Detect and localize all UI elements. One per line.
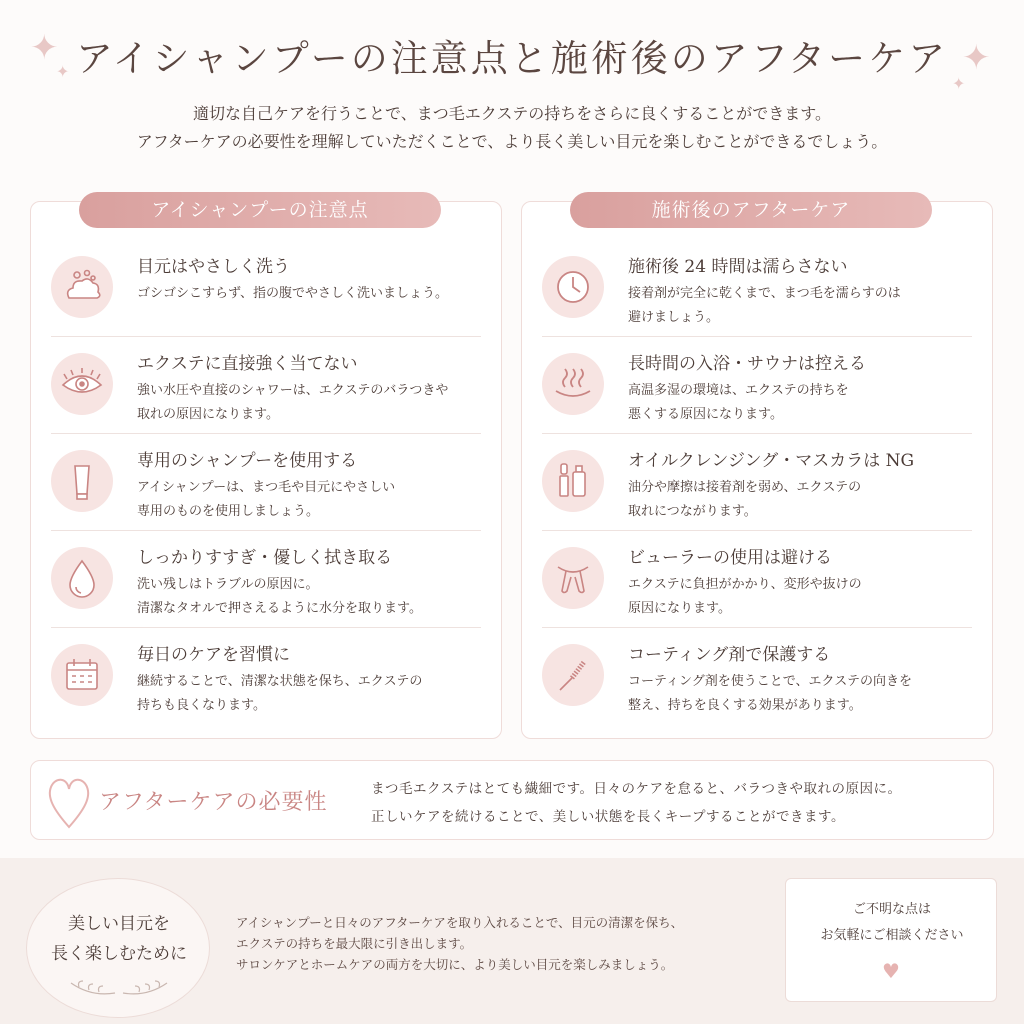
desc-line: 洗い残しはトラブルの原因に。 xyxy=(137,577,319,592)
item-title: オイルクレンジング・マスカラは NG xyxy=(628,451,915,471)
desc-line: アイシャンプーは、まつ毛や目元にやさしい xyxy=(137,480,396,495)
desc-line: 継続することで、清潔な状態を保ち、エクステの xyxy=(137,674,423,689)
desc-line: 強い水圧や直接のシャワーは、エクステのバラつきや xyxy=(137,383,449,398)
desc-line: 避けましょう。 xyxy=(628,310,720,325)
desc-line: 正しいケアを続けることで、美しい状態を長くキープすることができます。 xyxy=(371,809,845,825)
list-item xyxy=(542,240,972,337)
contact-text xyxy=(786,897,998,949)
contact-card xyxy=(785,878,997,1002)
page-title: アイシャンプーの注意点と施術後のアフターケア xyxy=(75,37,949,80)
item-title: 施術後 24 時間は濡らさない xyxy=(628,257,848,277)
desc-line: 取れの原因になります。 xyxy=(137,407,279,422)
item-title: コーティング剤で保護する xyxy=(628,645,831,665)
item-description xyxy=(628,573,978,621)
foam-icon xyxy=(51,256,113,318)
aftercare-necessity-box xyxy=(30,760,994,840)
item-description xyxy=(628,379,978,427)
item-title: 長時間の入浴・サウナは控える xyxy=(628,354,866,374)
intro-line: アフターケアの必要性を理解していただくことで、より長く美しい目元を楽しむことができるでしょう。 xyxy=(136,132,888,151)
contact-line: ご不明な点は xyxy=(852,902,931,917)
footer-line: サロンケアとホームケアの両方を大切に、より美しい目元を楽しみましょう。 xyxy=(236,957,674,972)
list-item xyxy=(542,531,972,628)
sparkle-icon: ✦ xyxy=(56,62,70,81)
desc-line: 取れにつながります。 xyxy=(628,504,757,519)
footer-line: エクステの持ちを最大限に引き出します。 xyxy=(236,936,473,951)
desc-line: 専用のものを使用しましょう。 xyxy=(137,504,320,519)
item-title: しっかりすすぎ・優しく拭き取る xyxy=(137,548,393,568)
desc-line: まつ毛エクステはとても繊細です。日々のケアを怠ると、バラつきや取れの原因に。 xyxy=(371,781,902,797)
footer-line: アイシャンプーと日々のアフターケアを取り入れることで、目元の清潔を保ち、 xyxy=(236,915,684,930)
sparkle-icon: ✦ xyxy=(962,38,991,78)
calendar-icon xyxy=(51,644,113,706)
desc-line: 持ちも良くなります。 xyxy=(137,698,266,713)
eye-shampoo-cautions-panel xyxy=(30,201,502,739)
water-drop-icon xyxy=(51,547,113,609)
item-description xyxy=(137,282,487,306)
footer xyxy=(0,858,1024,1024)
desc-line: 原因になります。 xyxy=(628,601,731,616)
item-title: 毎日のケアを習慣に xyxy=(137,645,290,665)
hot-spring-icon xyxy=(542,353,604,415)
footer-badge xyxy=(26,878,210,1018)
item-description xyxy=(137,379,487,427)
item-description xyxy=(628,282,978,330)
desc-line: エクステに負担がかかり、変形や抜けの xyxy=(628,577,862,592)
desc-line: 接着剤が完全に乾くまで、まつ毛を濡らすのは xyxy=(628,286,901,301)
intro-text xyxy=(0,100,1024,156)
badge-text xyxy=(27,909,211,969)
aftercare-panel xyxy=(521,201,993,739)
sparkle-icon: ✦ xyxy=(952,74,966,93)
item-title: 目元はやさしく洗う xyxy=(137,257,290,277)
laurel-icon xyxy=(67,975,171,1003)
item-description xyxy=(628,670,978,718)
list-item xyxy=(542,628,972,725)
footer-text xyxy=(236,912,776,975)
item-title: 専用のシャンプーを使用する xyxy=(137,451,358,471)
intro-line: 適切な自己ケアを行うことで、まつ毛エクステの持ちをさらに良くすることができます。 xyxy=(193,104,831,123)
list-item xyxy=(51,628,481,725)
spoolie-brush-icon xyxy=(542,644,604,706)
list-item xyxy=(51,434,481,531)
desc-line: ゴシゴシこすらず、指の腹でやさしく洗いましょう。 xyxy=(137,286,448,301)
badge-line: 美しい目元を xyxy=(68,914,170,934)
list-item xyxy=(542,434,972,531)
desc-line: 油分や摩擦は接着剤を弱め、エクステの xyxy=(628,480,862,495)
badge-line: 長く楽しむために xyxy=(51,944,187,964)
desc-line: コーティング剤を使うことで、エクステの向きを xyxy=(628,674,913,689)
desc-line: 整え、持ちを良くする効果があります。 xyxy=(628,698,862,713)
list-item xyxy=(51,240,481,337)
desc-line: 高温多湿の環境は、エクステの持ちを xyxy=(628,383,849,398)
tube-icon xyxy=(51,450,113,512)
item-description xyxy=(137,670,487,718)
desc-line: 悪くする原因になります。 xyxy=(628,407,783,422)
item-title: ビューラーの使用は避ける xyxy=(628,548,832,568)
list-item xyxy=(51,337,481,434)
desc-line: 清潔なタオルで押さえるように水分を取ります。 xyxy=(137,601,422,616)
necessity-title: アフターケアの必要性 xyxy=(99,790,328,815)
heart-icon: ♥ xyxy=(882,959,900,983)
list-item xyxy=(51,531,481,628)
heart-icon xyxy=(45,769,93,835)
item-title: エクステに直接強く当てない xyxy=(137,354,358,374)
eyelash-curler-icon xyxy=(542,547,604,609)
mascara-icon xyxy=(542,450,604,512)
necessity-description xyxy=(371,775,991,831)
clock-icon xyxy=(542,256,604,318)
eye-icon xyxy=(51,353,113,415)
panel-heading: 施術後のアフターケア xyxy=(570,192,932,228)
sparkle-icon: ✦ xyxy=(30,28,59,68)
list-item xyxy=(542,337,972,434)
contact-line: お気軽にご相談ください xyxy=(820,928,964,943)
item-description xyxy=(137,573,487,621)
item-description xyxy=(628,476,978,524)
item-description xyxy=(137,476,487,524)
panel-heading: アイシャンプーの注意点 xyxy=(79,192,441,228)
